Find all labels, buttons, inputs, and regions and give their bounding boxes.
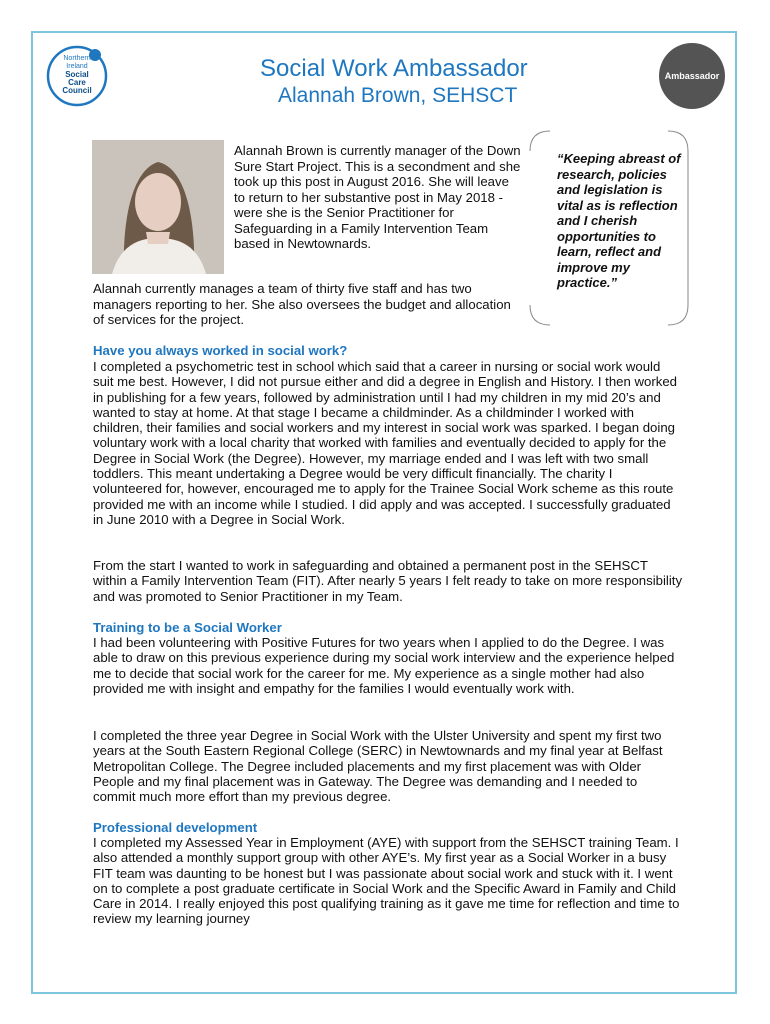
body-paragraph: I had been volunteering with Positive Futures for two years when I applied to do the Degree. I was able to draw on this previous experience during my social work interview and the experience helped me to decide that social work for the career for me. My experience as a single mother had also provided me with insight and empathy for the families I would eventually work with. — [93, 635, 675, 696]
pull-quote: “Keeping abreast of research, policies and legislation is vital as is reflection and I cherish opportunities to learn, reflect and improve my practice.” — [557, 151, 681, 290]
body-paragraph: I completed a psychometric test in school which said that a career in nursing or social work would suit me best. However, I did not pursue either and did a degree in English and History. I then worked in publishing for a few years, followed by administration until I had my children in my mid 20’s and wanted to stay at home. At that stage I became a childminder. As a childminder I worked with children, their families and social workers and my interest in social work was sparked. I began doing voluntary work with a local charity that worked with families and eventually decided to apply for the Degree in Social Work (the Degree). However, my marriage ended and I was left with two small toddlers. This meant undertaking a Degree would be very difficult financially. The charity I volunteered for, however, encouraged me to apply for the Trainee Social Work scheme as this route provided me with an income while I studied. I did apply and was accepted. I successfully graduated in June 2010 with a Degree in Social Work. — [93, 359, 677, 527]
svg-text:Council: Council — [62, 86, 92, 95]
body-paragraph: I completed my Assessed Year in Employment (AYE) with support from the SEHSCT training Team. I also attended a monthly support group with other AYE’s. My first year as a Social Worker in a busy FIT team was daunting to be honest but I was passionate about social work and stuck with it. I went on to complete a post graduate certificate in Social Work and the Specific Award in Family and Child Care in 2014. I really enjoyed this post qualifying training as it gave me time for reflection and time to review my learning journey — [93, 835, 680, 927]
svg-text:Northern: Northern — [63, 55, 91, 62]
intro-paragraph: Alannah Brown is currently manager of the Down Sure Start Project. This is a secondment and she took up this post in August 2016. She will leave to return to her substantive post in May 2018 - were she is the Senior Practitioner for Safeguarding in a Family Intervention Team based in Newtownards. — [234, 143, 521, 251]
svg-text:Ireland: Ireland — [66, 63, 88, 70]
svg-text:Social: Social — [65, 70, 89, 79]
page-title: Social Work Ambassador — [260, 55, 528, 82]
svg-text:Care: Care — [68, 78, 86, 87]
body-paragraph: I completed the three year Degree in Social Work with the Ulster University and spent my first two years at the South Eastern Regional College (SERC) in Newtownards and my final year at Belfast Metropolitan College. The Degree included placements and my first placement was with Older People and my final placement was in Gateway. The Degree was demanding and I needed to commit much more effort than my previous degree. — [93, 728, 663, 805]
intro-paragraph-2: Alannah currently manages a team of thirty five staff and has two managers reporting to her. She also oversees the budget and allocation of services for the project. — [93, 281, 511, 327]
portrait-photo — [92, 140, 224, 274]
heading-training: Training to be a Social Worker — [93, 620, 282, 635]
ambassador-badge: Ambassador — [659, 43, 725, 109]
niscc-logo — [45, 43, 109, 107]
heading-professional-development: Professional development — [93, 820, 258, 835]
page-subtitle: Alannah Brown, SEHSCT — [278, 84, 518, 107]
heading-always-worked: Have you always worked in social work? — [93, 343, 348, 358]
body-paragraph: From the start I wanted to work in safeguarding and obtained a permanent post in the SEHSCT within a Family Intervention Team (FIT). After nearly 5 years I felt ready to take on more responsibility and was promoted to Senior Practitioner in my Team. — [93, 558, 683, 604]
